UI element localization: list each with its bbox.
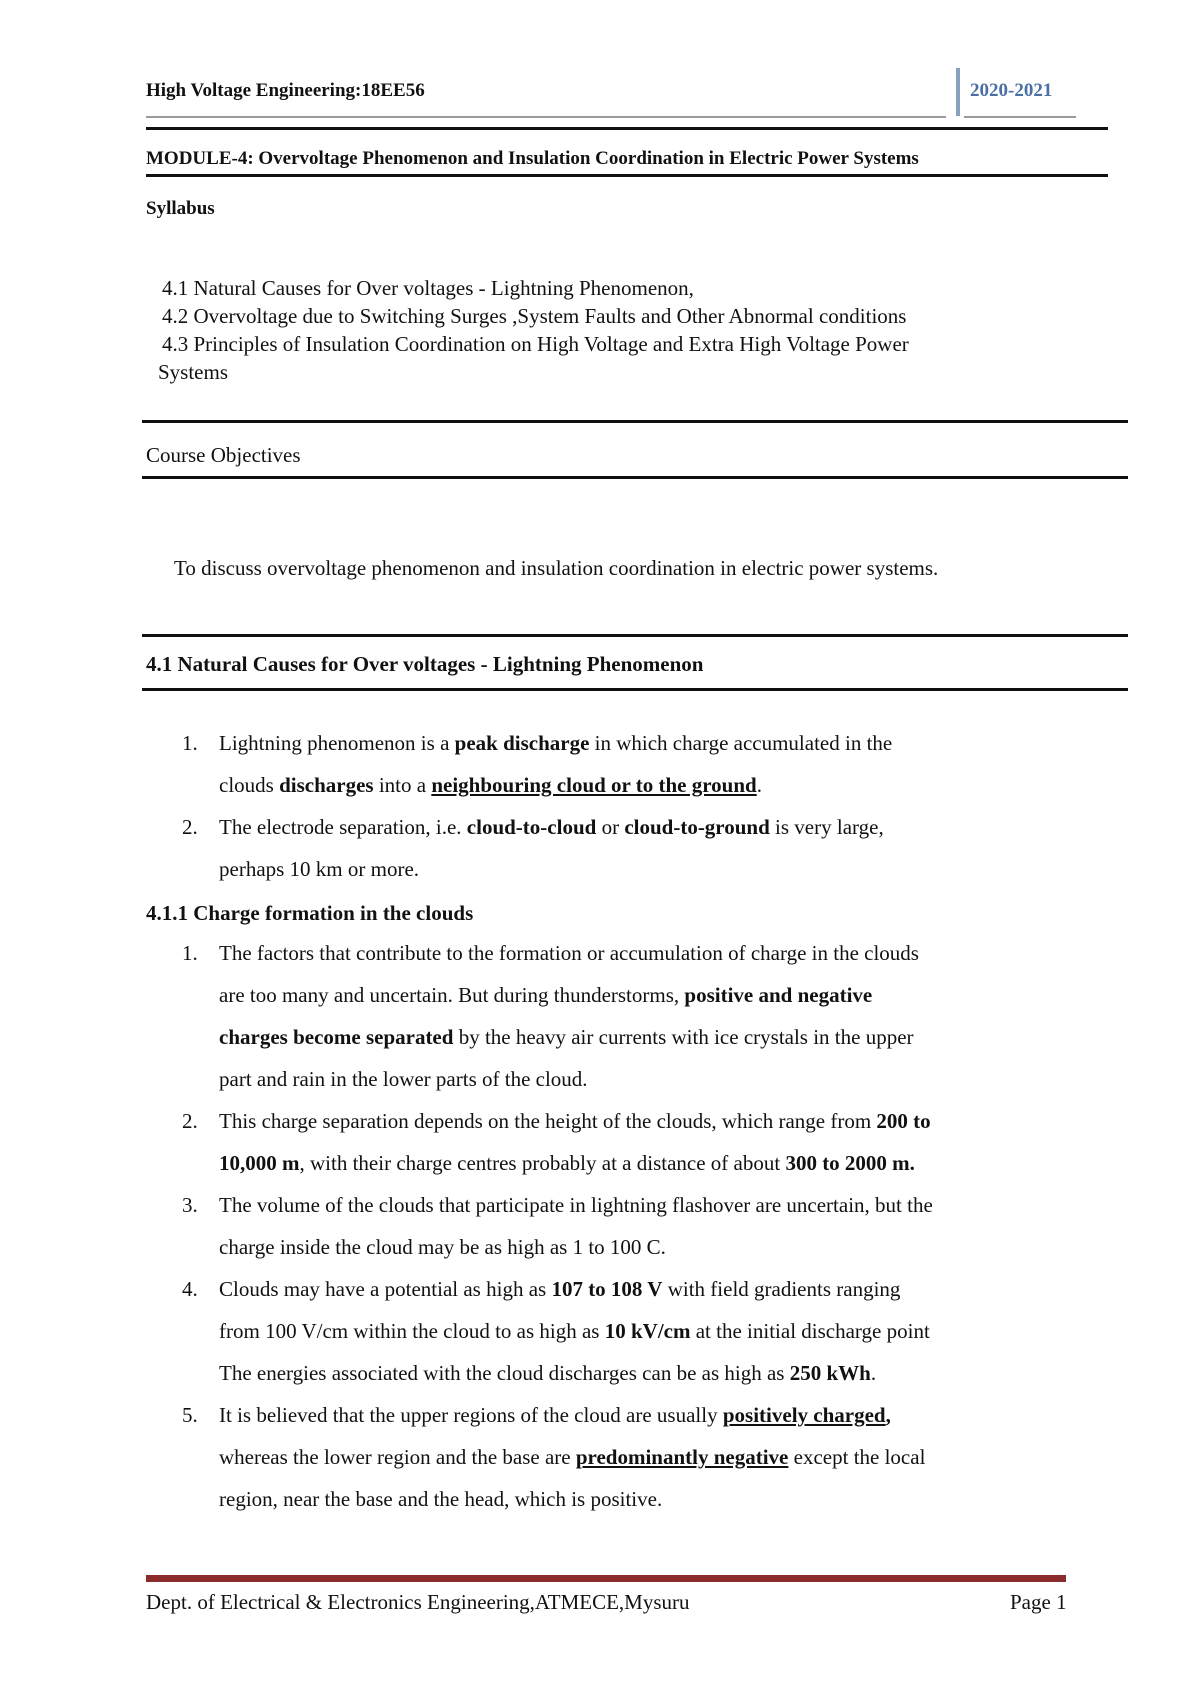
list-number: 4. bbox=[182, 1277, 198, 1301]
section-bottom-rule bbox=[142, 688, 1128, 691]
module-title: MODULE-4: Overvoltage Phenomenon and Insulation Coordination in Electric Power Systems bbox=[146, 148, 919, 169]
section-heading-4-1-1: 4.1.1 Charge formation in the clouds bbox=[146, 901, 474, 925]
list-item-text: The electrode separation, i.e. cloud-to-cloud or cloud-to-ground is very large, perhaps 10 km or more. bbox=[219, 815, 884, 881]
syllabus-item-4-3: 4.3 Principles of Insulation Coordination on High Voltage and Extra High Voltage Power bbox=[162, 332, 909, 356]
list-number: 5. bbox=[182, 1403, 198, 1427]
list-item-text: The volume of the clouds that participate in lightning flashover are uncertain, but the charge inside the cloud may be as high as 1 to 100 C. bbox=[219, 1193, 933, 1259]
list-number: 2. bbox=[182, 815, 198, 839]
section-4-1-1-list bbox=[146, 932, 1066, 1522]
list-item-text: This charge separation depends on the height of the clouds, which range from 200 to 10,000 m, with their charge centres probably at a distance of about 300 to 2000 m. bbox=[219, 1109, 931, 1175]
syllabus-label: Syllabus bbox=[146, 198, 215, 219]
header-divider-bar bbox=[956, 68, 960, 116]
section-4-1-list bbox=[146, 722, 1066, 890]
objectives-top-rule bbox=[142, 420, 1128, 423]
syllabus-item-4-1: 4.1 Natural Causes for Over voltages - Lightning Phenomenon, bbox=[162, 276, 694, 300]
header-rule-right bbox=[964, 116, 1076, 118]
list-number: 1. bbox=[182, 731, 198, 755]
course-objective-text: To discuss overvoltage phenomenon and insulation coordination in electric power systems. bbox=[174, 556, 939, 580]
running-header-year: 2020-2021 bbox=[970, 80, 1053, 101]
footer-page-number: Page 1 bbox=[1010, 1590, 1067, 1614]
list-number: 2. bbox=[182, 1109, 198, 1133]
list-number: 3. bbox=[182, 1193, 198, 1217]
header-rule-left bbox=[146, 116, 946, 118]
list-item-text: It is believed that the upper regions of the cloud are usually positively charged, whereas the lower region and the base are predominantly negative except the local region, near the base and the head, which is positive. bbox=[219, 1403, 926, 1511]
list-number: 1. bbox=[182, 941, 198, 965]
course-objectives-label: Course Objectives bbox=[146, 443, 301, 467]
module-top-rule bbox=[146, 127, 1108, 130]
running-header-course: High Voltage Engineering:18EE56 bbox=[146, 80, 425, 101]
module-bottom-rule bbox=[146, 174, 1108, 177]
list-item-text: Lightning phenomenon is a peak discharge in which charge accumulated in the clouds discharges into a neighbouring cloud or to the ground. bbox=[219, 731, 893, 797]
footer-department: Dept. of Electrical & Electronics Engineering,ATMECE,Mysuru bbox=[146, 1590, 690, 1614]
list-item-text: Clouds may have a potential as high as 107 to 108 V with field gradients ranging from 100 V/cm within the cloud to as high as 10 kV/cm at the initial discharge point The energies associated with the cloud discharges can be as high as 250 kWh. bbox=[219, 1277, 930, 1385]
list-item-text: The factors that contribute to the formation or accumulation of charge in the clouds are too many and uncertain. But during thunderstorms, positive and negative charges become separated by the heavy air currents with ice crystals in the upper part and rain in the lower parts of the cloud. bbox=[219, 941, 919, 1091]
objectives-bottom-rule bbox=[142, 476, 1128, 479]
section-top-rule bbox=[142, 634, 1128, 637]
footer-rule bbox=[146, 1575, 1066, 1582]
syllabus-item-4-3-cont: Systems bbox=[158, 360, 229, 384]
section-heading-4-1: 4.1 Natural Causes for Over voltages - Lightning Phenomenon bbox=[146, 652, 704, 676]
syllabus-item-4-2: 4.2 Overvoltage due to Switching Surges ,System Faults and Other Abnormal conditions bbox=[162, 304, 907, 328]
